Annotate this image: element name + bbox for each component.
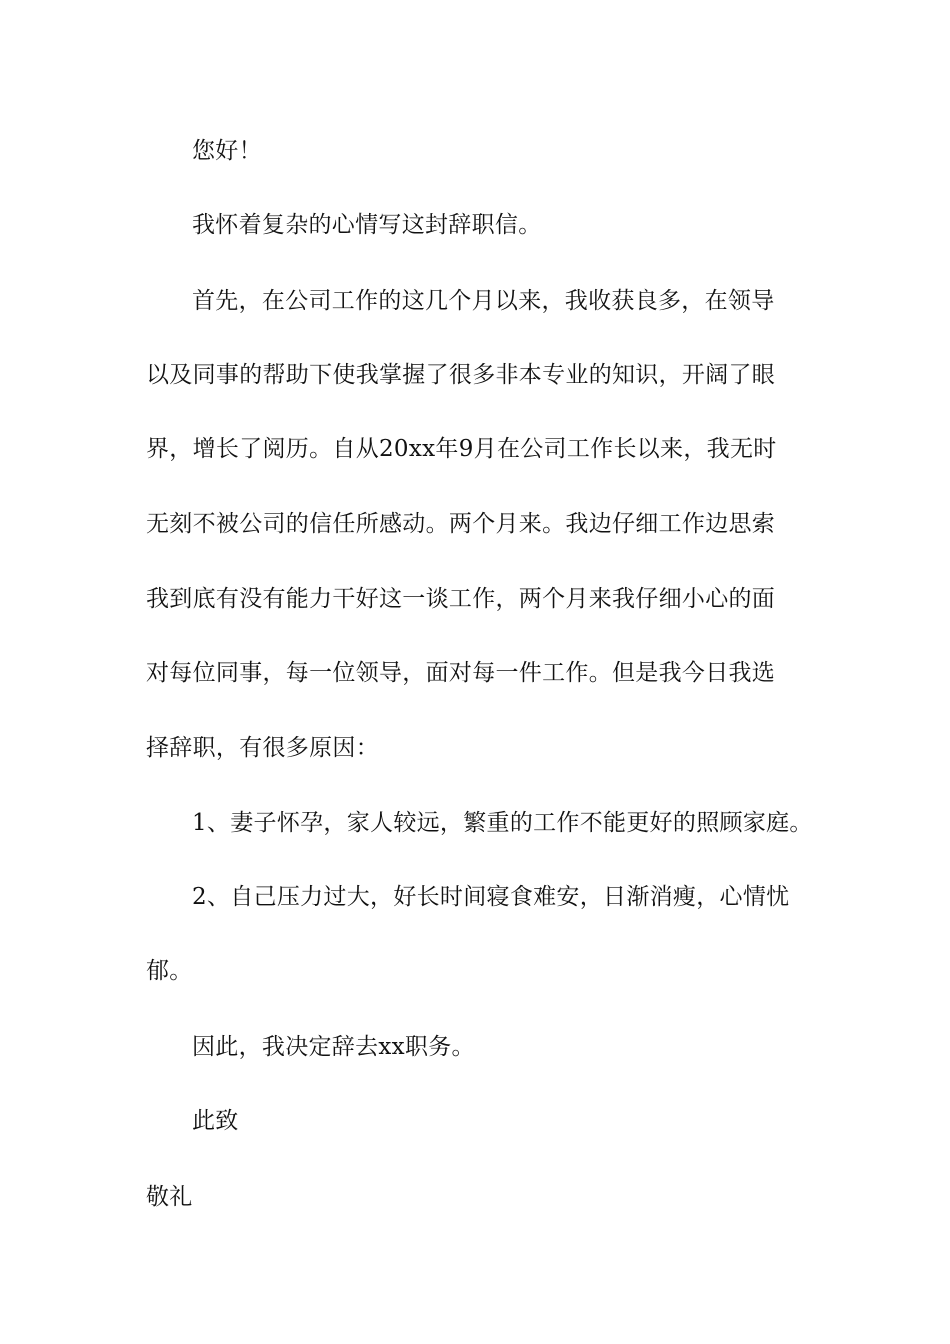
body-line-3: 界，增长了阅历。自从20xx年9月在公司工作长以来，我无时 [146,436,777,462]
body-line-4: 无刻不被公司的信任所感动。两个月来。我边仔细工作边思索 [146,511,776,537]
body-line-2: 以及同事的帮助下使我掌握了很多非本专业的知识，开阔了眼 [146,362,776,388]
body-line-7: 择辞职，有很多原因： [146,735,379,761]
body-line-5: 我到底有没有能力干好这一谈工作，两个月来我仔细小心的面 [146,586,776,612]
body-line-6: 对每位同事，每一位领导，面对每一件工作。但是我今日我选 [146,660,776,686]
greeting: 您好！ [192,138,262,164]
reason-2-line-2: 郁。 [146,958,193,984]
reason-2-line-1: 2、自己压力过大，好长时间寝食难安，日渐消瘦，心情忧 [192,884,790,910]
closing-line-2: 敬礼 [146,1184,193,1210]
body-line-1: 首先，在公司工作的这几个月以来，我收获良多，在领导 [192,288,775,314]
decision-paragraph: 因此，我决定辞去xx职务。 [192,1034,475,1060]
reason-1: 1、妻子怀孕，家人较远，繁重的工作不能更好的照顾家庭。 [192,810,813,836]
intro-paragraph: 我怀着复杂的心情写这封辞职信。 [192,212,542,238]
closing-line-1: 此致 [192,1108,239,1134]
